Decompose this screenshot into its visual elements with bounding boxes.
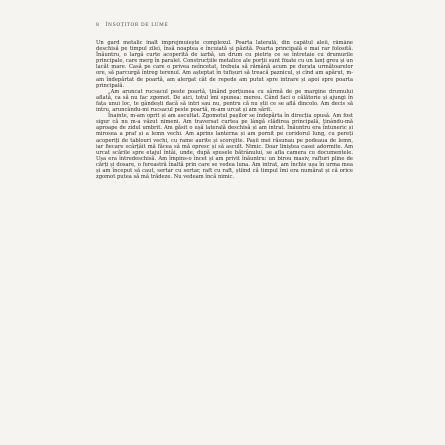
paragraph: „Am aruncat rucsacul peste poartă, ținând porțiunea cu sârmă de pe margine drumului aflată, ca să nu fac zgomot. De aici, totul îmi spunea: mereu. Când faci o călătorie și ajungi în fața unui loc, te gândești dacă să intri sau nu, pentru că nu știi ce se află dincolo. Am decis să intru, aruncându-mi rucsacul peste poartă, m-am urcat și am sărit.	[96, 88, 353, 114]
body-text	[96, 40, 353, 432]
paragraph: Un gard metalic înalt împrejmuiește complexul. Poarta laterală, din capătul aleii, rămâne deschisă pe timpul zilei, însă noaptea e încuiată și păzită. Poarta principală e mai rar folosită. Înăuntru, o largă curte acoperită de iarbă, un drum cu pietriș ce se întretaie cu drumurile principale, care merg în paralel. Construcțiile metalice ale porții sunt fixate cu un lanț greu și un lacăt mare. Casă pe care o privea neîncetat, trebuia să rămână acum pe durata următoarelor ore, să parcurgă întreg terenul. Am așteptat în tufișuri să treacă paznicul, și cînd am apărut, m-am îndepărtat de poartă, am alergat cât de repede am putut spre intrare și apoi spre poarta principală.	[96, 40, 353, 89]
paragraph: Înainte, m-am oprit și am ascultat. Zgomotul pașilor se îndepărta în direcția opusă. Am fost sigur că nu m-a văzut nimeni. Am traversat curtea pe lângă clădirea principală, ținându-mă aproape de zidul umbrit. Am găsit o ușă laterală deschisă și am intrat. Înăuntru era întuneric și mirosea a praf și a lemn vechi. Am aprins lanterna și am pornit pe coridorul lung, cu pereți acoperiți de tablouri vechi, cu rame aurite și scorojite. Pașii mei răsunau pe podeaua de lemn, iar fiecare scârțâit mă făcea să mă opresc și să ascult. Nimic. Doar liniștea casei adormite. Am urcat scările spre etajul întâi, unde, după spusele bătrânului, se afla camera cu documentele. Ușa era întredeschisă. Am împins-o încet și am privit înăuntru: un birou masiv, rafturi pline de cărți și dosare, o fereastră înaltă prin care se vedea luna. Am intrat, am închis ușa în urma mea și am început să caut, sertar cu sertar, raft cu raft, știind că timpul îmi era numărat și că orice zgomot putea să mă trădeze. Nu vedeam încă nimic.	[96, 113, 353, 181]
page-number: 8	[96, 23, 100, 28]
running-header	[96, 23, 168, 28]
running-title: ÎNSOȚITOR DE LUME	[105, 23, 169, 28]
